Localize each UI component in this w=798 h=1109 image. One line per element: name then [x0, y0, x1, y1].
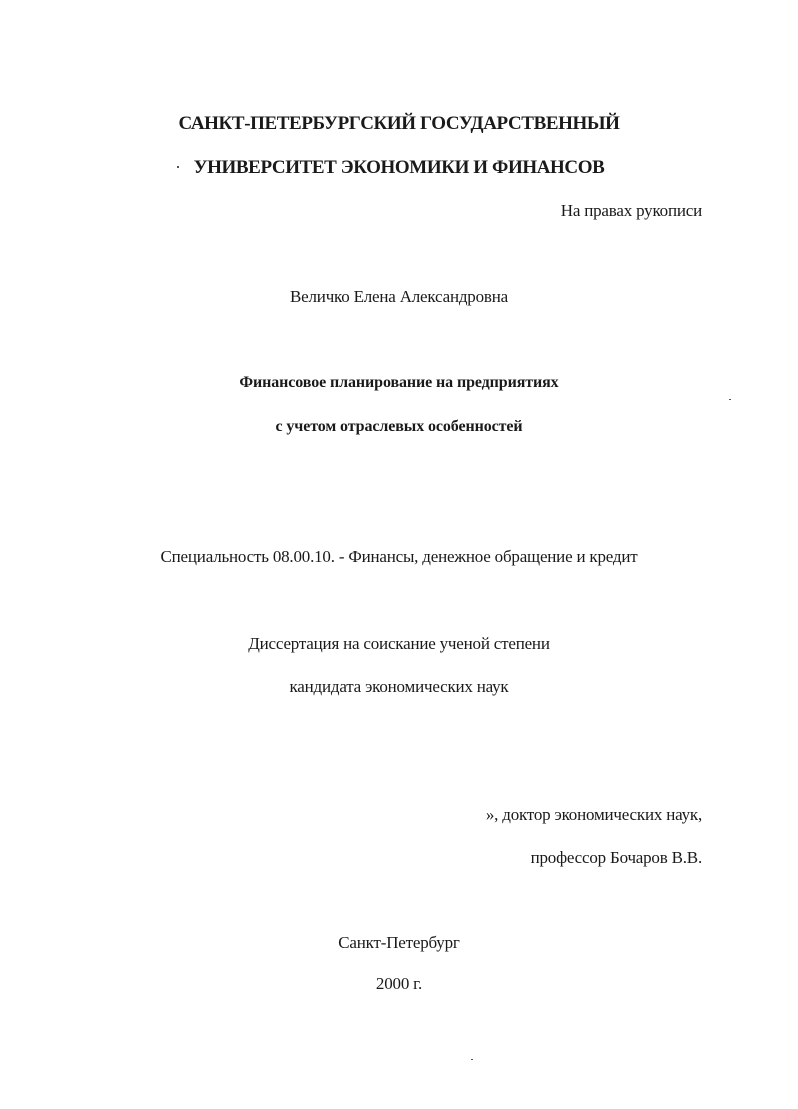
- supervisor-line-1: », доктор экономических наук,: [485, 805, 702, 824]
- scan-speck: [471, 1059, 473, 1060]
- institution-line-2: УНИВЕРСИТЕТ ЭКОНОМИКИ И ФИНАНСОВ: [193, 157, 605, 178]
- thesis-title-line-2: с учетом отраслевых особенностей: [275, 418, 523, 435]
- institution-line-1: САНКТ-ПЕТЕРБУРГСКИЙ ГОСУДАРСТВЕННЫЙ: [178, 113, 620, 134]
- author-name: Величко Елена Александровна: [290, 287, 508, 306]
- scan-speck: [729, 399, 731, 400]
- supervisor-line-2: профессор Бочаров В.В.: [530, 848, 702, 867]
- degree-line-1: Диссертация на соискание ученой степени: [248, 634, 550, 653]
- scan-speck: [177, 166, 179, 168]
- year: 2000 г.: [375, 974, 423, 993]
- thesis-title-line-1: Финансовое планирование на предприятиях: [239, 374, 559, 391]
- degree-line-2: кандидата экономических наук: [289, 677, 509, 696]
- specialty: Специальность 08.00.10. - Финансы, денежное обращение и кредит: [160, 547, 638, 566]
- city: Санкт-Петербург: [338, 933, 460, 952]
- manuscript-note: На правах рукописи: [560, 201, 702, 220]
